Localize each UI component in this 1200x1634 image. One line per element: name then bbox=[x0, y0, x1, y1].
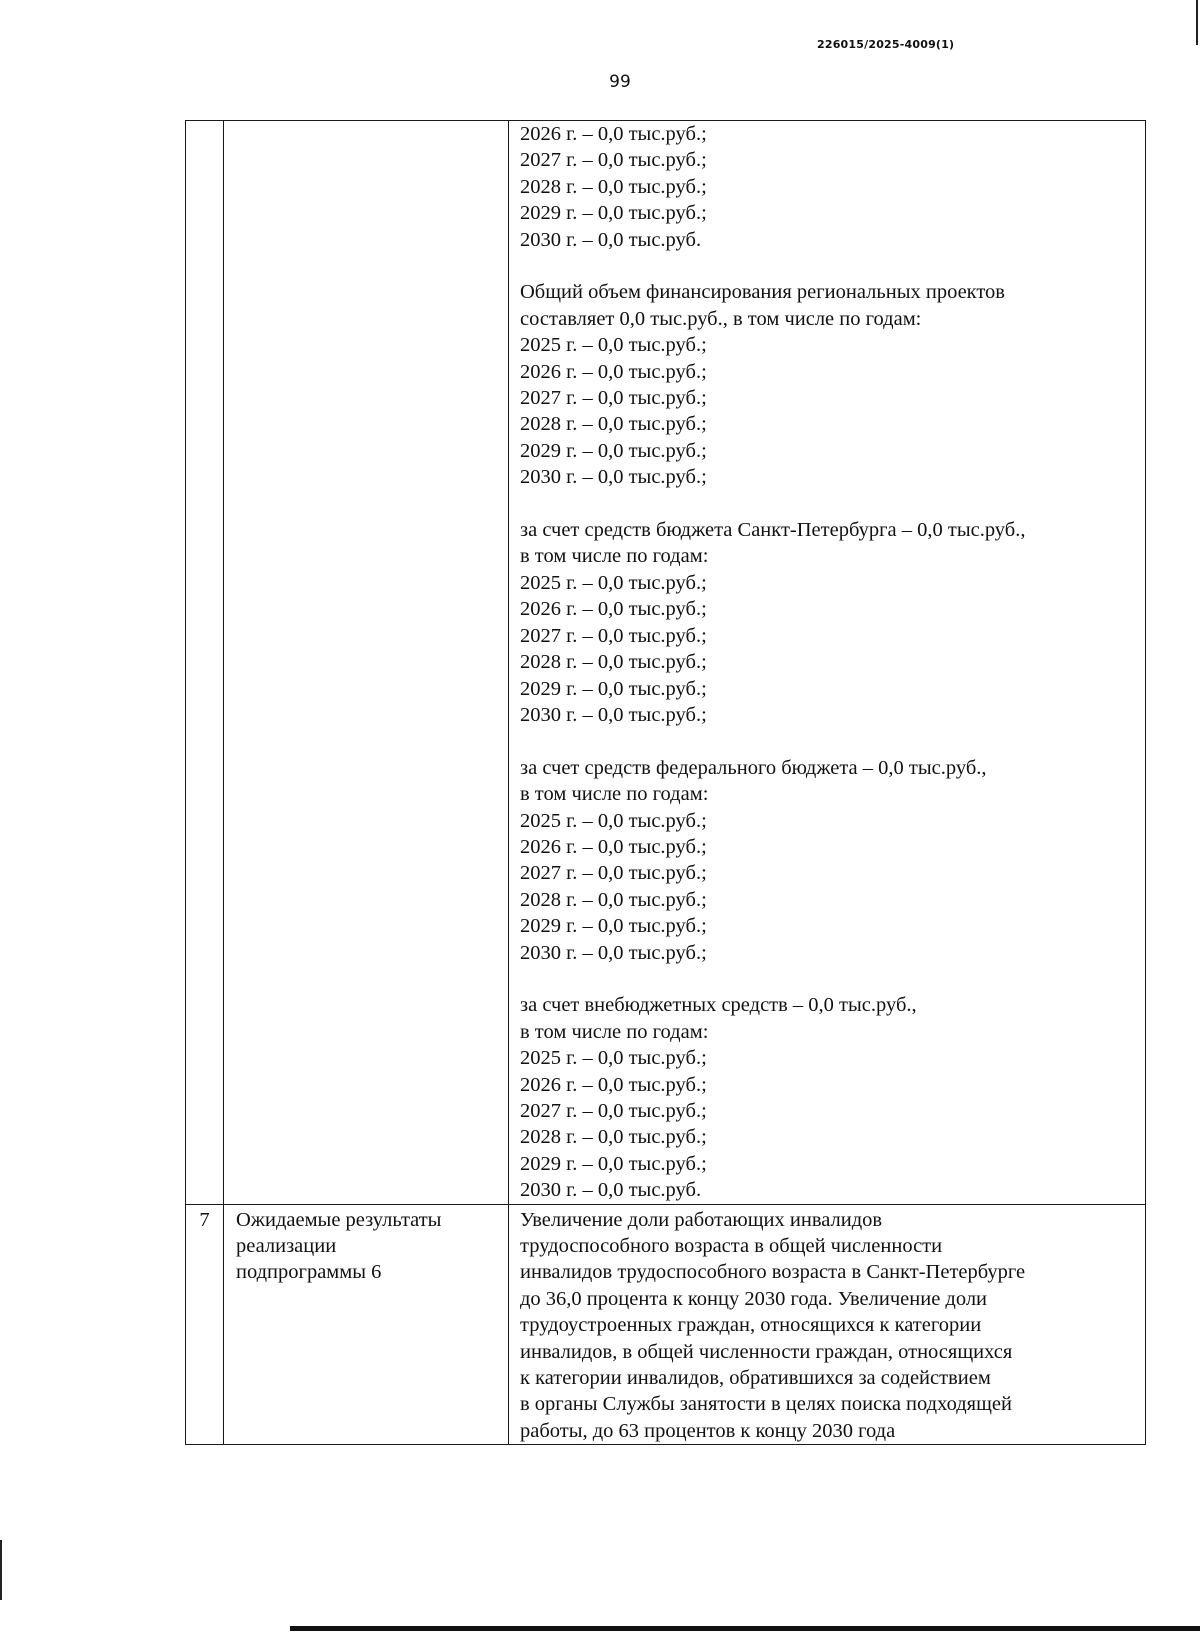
financing-line: 2028 г. – 0,0 тыс.руб.; bbox=[520, 1126, 707, 1149]
row-name-cell bbox=[224, 1204, 509, 1445]
scan-edge-mark bbox=[1196, 0, 1198, 45]
row-name-cell bbox=[224, 121, 509, 1205]
financing-line: составляет 0,0 тыс.руб., в том числе по годам: bbox=[520, 307, 922, 330]
row-name-line: подпрограммы 6 bbox=[236, 1261, 382, 1284]
spb-budget-block bbox=[520, 517, 1137, 728]
financing-line: 2030 г. – 0,0 тыс.руб.; bbox=[520, 466, 707, 489]
financing-table bbox=[185, 120, 1146, 1445]
regional-projects-block bbox=[520, 279, 1137, 490]
results-line: работы, до 63 процентов к концу 2030 года bbox=[520, 1419, 896, 1442]
financing-line: 2027 г. – 0,0 тыс.руб.; bbox=[520, 149, 707, 172]
financing-line: в том числе по годам: bbox=[520, 1020, 709, 1043]
financing-line: в том числе по годам: bbox=[520, 783, 709, 806]
table-row-expected-results bbox=[186, 1204, 1146, 1445]
row-number-cell bbox=[186, 121, 224, 1205]
financing-line: 2026 г. – 0,0 тыс.руб.; bbox=[520, 835, 707, 858]
expected-results-text bbox=[520, 1205, 1137, 1445]
paragraph-gap bbox=[520, 728, 1137, 754]
results-line: к категории инвалидов, обратившихся за содействием bbox=[520, 1367, 991, 1390]
bottom-rule bbox=[290, 1626, 1200, 1631]
financing-line: 2026 г. – 0,0 тыс.руб.; bbox=[520, 598, 707, 621]
financing-line: 2030 г. – 0,0 тыс.руб. bbox=[520, 228, 702, 251]
financing-content-cell bbox=[509, 121, 1146, 1205]
row-number: 7 bbox=[199, 1208, 210, 1231]
financing-line: 2030 г. – 0,0 тыс.руб. bbox=[520, 1179, 702, 1202]
row-name-line: реализации bbox=[236, 1235, 337, 1257]
financing-line: 2028 г. – 0,0 тыс.руб.; bbox=[520, 888, 707, 911]
row-number-cell bbox=[186, 1204, 224, 1445]
financing-line: в том числе по годам: bbox=[520, 545, 709, 568]
table-row-financing bbox=[186, 121, 1146, 1205]
results-line: трудоустроенных граждан, относящихся к категории bbox=[520, 1314, 982, 1337]
financing-line: 2025 г. – 0,0 тыс.руб.; bbox=[520, 334, 707, 357]
financing-line: 2026 г. – 0,0 тыс.руб.; bbox=[520, 123, 707, 145]
financing-line: 2025 г. – 0,0 тыс.руб.; bbox=[520, 571, 707, 594]
results-line: до 36,0 процента к концу 2030 года. Увеличение доли bbox=[520, 1287, 988, 1310]
results-line: Увеличение доли работающих инвалидов bbox=[520, 1208, 883, 1231]
financing-line: 2029 г. – 0,0 тыс.руб.; bbox=[520, 915, 707, 938]
financing-line: 2030 г. – 0,0 тыс.руб.; bbox=[520, 941, 707, 964]
extrabudget-block bbox=[520, 992, 1137, 1203]
results-line: трудоспособного возраста в общей численности bbox=[520, 1235, 943, 1257]
financing-line: 2026 г. – 0,0 тыс.руб.; bbox=[520, 1073, 707, 1096]
financing-line: 2030 г. – 0,0 тыс.руб.; bbox=[520, 703, 707, 726]
financing-line: 2027 г. – 0,0 тыс.руб.; bbox=[520, 624, 707, 647]
page-number: 99 bbox=[609, 72, 631, 92]
financing-line: за счет внебюджетных средств – 0,0 тыс.руб., bbox=[520, 994, 917, 1017]
financing-line: 2029 г. – 0,0 тыс.руб.; bbox=[520, 202, 707, 225]
financing-line: 2027 г. – 0,0 тыс.руб.; bbox=[520, 387, 707, 410]
financing-line: 2029 г. – 0,0 тыс.руб.; bbox=[520, 439, 707, 462]
paragraph-gap bbox=[520, 253, 1137, 279]
scan-edge-mark bbox=[0, 1540, 2, 1600]
financing-line: 2026 г. – 0,0 тыс.руб.; bbox=[520, 360, 707, 383]
results-line: инвалидов трудоспособного возраста в Санкт-Петербурге bbox=[520, 1261, 1026, 1284]
federal-budget-block bbox=[520, 755, 1137, 966]
financing-line: за счет средств федерального бюджета – 0,0 тыс.руб., bbox=[520, 756, 987, 779]
paragraph-gap bbox=[520, 491, 1137, 517]
financing-line: 2027 г. – 0,0 тыс.руб.; bbox=[520, 862, 707, 885]
row-name-line: Ожидаемые результаты bbox=[236, 1208, 442, 1231]
financing-line: 2028 г. – 0,0 тыс.руб.; bbox=[520, 413, 707, 436]
financing-line: 2029 г. – 0,0 тыс.руб.; bbox=[520, 677, 707, 700]
paragraph-gap bbox=[520, 966, 1137, 992]
results-line: в органы Службы занятости в целях поиска подходящей bbox=[520, 1393, 1012, 1416]
financing-line: 2027 г. – 0,0 тыс.руб.; bbox=[520, 1099, 707, 1122]
financing-line: 2028 г. – 0,0 тыс.руб.; bbox=[520, 175, 707, 198]
results-line: инвалидов, в общей численности граждан, относящихся bbox=[520, 1340, 1013, 1363]
financing-top-block bbox=[520, 121, 1137, 253]
financing-line: 2029 г. – 0,0 тыс.руб.; bbox=[520, 1152, 707, 1175]
document-id: 226015/2025-4009(1) bbox=[817, 38, 955, 51]
financing-line: 2025 г. – 0,0 тыс.руб.; bbox=[520, 809, 707, 832]
financing-line: Общий объем финансирования региональных проектов bbox=[520, 281, 1005, 304]
financing-line: за счет средств бюджета Санкт-Петербурга – 0,0 тыс.руб., bbox=[520, 519, 1026, 542]
financing-line: 2028 г. – 0,0 тыс.руб.; bbox=[520, 651, 707, 674]
financing-line: 2025 г. – 0,0 тыс.руб.; bbox=[520, 1047, 707, 1070]
expected-results-cell bbox=[509, 1204, 1146, 1445]
